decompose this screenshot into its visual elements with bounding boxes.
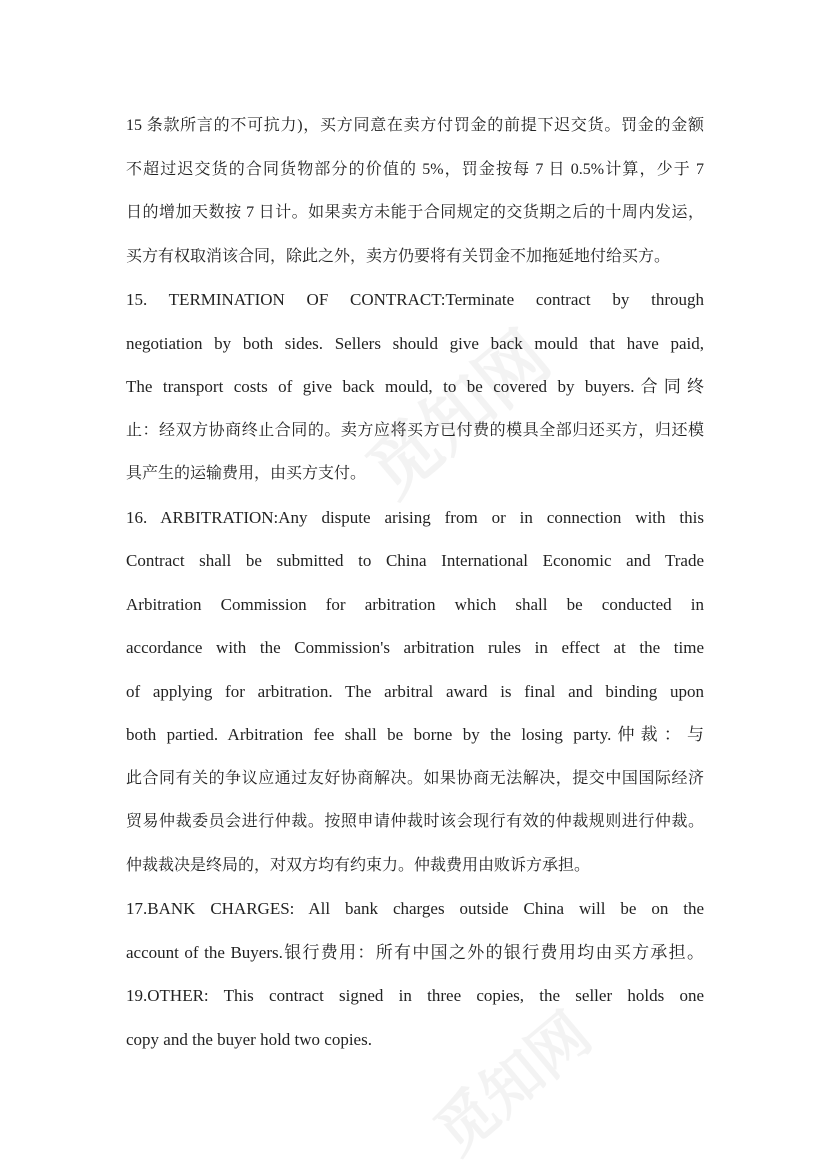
text-line: accordance with the Commission's arbitration rules in effect at the time — [126, 638, 704, 657]
clause-15-termination-of-contract — [126, 278, 704, 496]
clause-16-arbitration — [126, 496, 704, 888]
text-line: Contract shall be submitted to China International Economic and Trade — [126, 551, 704, 570]
text-line: of applying for arbitration. The arbitral award is final and binding upon — [126, 681, 704, 701]
text-line: 日的增加天数按 7 日计。如果卖方未能于合同规定的交货期之后的十周内发运， — [126, 204, 704, 221]
text-line: 贸易仲裁委员会进行仲裁。按照申请仲裁时该会现行有效的仲裁规则进行仲裁。 — [126, 813, 704, 830]
text-line: Arbitration Commission for arbitration which shall be conducted in — [126, 594, 704, 614]
text-line: 不超过迟交货的合同货物部分的价值的 5%，罚金按每 7 日 0.5%计算，少于 7 — [126, 160, 704, 178]
clause-19-other — [126, 974, 704, 1061]
clause-heading-line: 16. ARBITRATION:Any dispute arising from or in connection with this — [126, 507, 704, 527]
text-line: account of the Buyers.银行费用：所有中国之外的银行费用均由买方承担。 — [126, 942, 704, 962]
text-line: negotiation by both sides. Sellers should give back mould that have paid, — [126, 333, 704, 353]
text-line: 仲裁裁决是终局的，对双方均有约束力。仲裁费用由败诉方承担。 — [126, 856, 591, 874]
text-line: 买方有权取消该合同，除此之外，卖方仍要将有关罚金不加拖延地付给买方。 — [126, 247, 671, 265]
clause-17-bank-charges — [126, 887, 704, 974]
text-line: copy and the buyer hold two copies. — [126, 1029, 372, 1049]
clause-heading-line: 19.OTHER: This contract signed in three copies, the seller holds one — [126, 986, 704, 1005]
text-line: 止：经双方协商终止合同的。卖方应将买方已付费的模具全部归还买方，归还模 — [126, 421, 704, 439]
text-line: both partied. Arbitration fee shall be borne by the losing party.仲裁：与 — [126, 725, 704, 744]
text-line: 具产生的运输费用，由买方支付。 — [126, 465, 367, 482]
clause-delay-penalty-continued — [126, 104, 704, 278]
text-line: 15 条款所言的不可抗力)，买方同意在卖方付罚金的前提下迟交货。罚金的金额 — [126, 117, 704, 134]
clause-heading-line: 17.BANK CHARGES: All bank charges outside China will be on the — [126, 899, 704, 918]
text-line: 此合同有关的争议应通过友好协商解决。如果协商无法解决，提交中国国际经济 — [126, 769, 704, 787]
contract-body — [126, 104, 704, 1061]
clause-heading-line: 15. TERMINATION OF CONTRACT:Terminate contract by through — [126, 290, 704, 309]
text-line: The transport costs of give back mould, to be covered by buyers.合同终 — [126, 377, 704, 396]
